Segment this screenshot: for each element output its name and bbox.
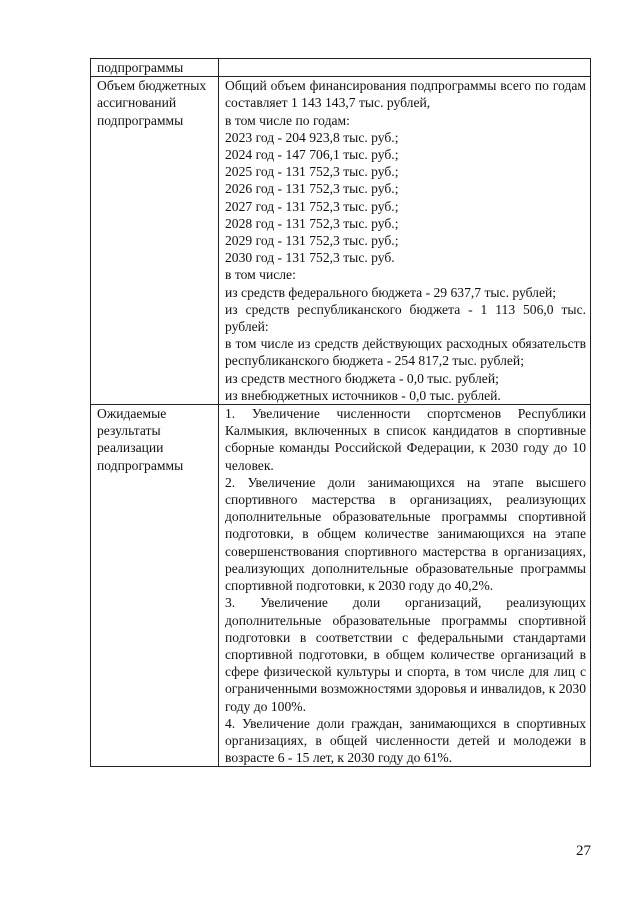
budget-line: 2027 год - 131 752,3 тыс. руб.; bbox=[225, 198, 399, 214]
budget-line: из средств республиканского бюджета - 1 113 506,0 тыс. рублей: bbox=[225, 301, 586, 335]
page-number: 27 bbox=[576, 843, 591, 859]
budget-line: 2023 год - 204 923,8 тыс. руб.; bbox=[225, 129, 399, 145]
budget-line: в том числе по годам: bbox=[225, 112, 350, 128]
budget-line: 2029 год - 131 752,3 тыс. руб.; bbox=[225, 233, 399, 249]
budget-content-cell bbox=[219, 77, 591, 405]
budget-line: Общий объем финансирования подпрограммы всего по годам составляет 1 143 143,7 тыс. рублей, bbox=[225, 78, 586, 111]
table-row-header bbox=[91, 59, 591, 77]
results-content-cell bbox=[219, 405, 591, 767]
passport-table bbox=[90, 58, 591, 767]
results-label: Ожидаемые результаты реализации подпрограммы bbox=[91, 405, 219, 767]
budget-label: Объем бюджетных ассигнований подпрограммы bbox=[91, 77, 219, 405]
budget-line: из средств местного бюджета - 0,0 тыс. рублей; bbox=[225, 370, 499, 386]
budget-line: 2025 год - 131 752,3 тыс. руб.; bbox=[225, 164, 399, 180]
result-item: 3. Увеличение доли организаций, реализующих дополнительные образовательные программы спортивной подготовки в соответствии с федеральными стандартами спортивной подготовки, в общем количестве организаций в сфере физической культуры и спорта, в том числе для лиц с ограниченными возможностями здоровья и инвалидов, к 2030 году до 100%. bbox=[225, 595, 586, 714]
table-row-budget bbox=[91, 77, 591, 405]
budget-line: 2028 год - 131 752,3 тыс. руб.; bbox=[225, 215, 399, 231]
budget-line: 2030 год - 131 752,3 тыс. руб. bbox=[225, 250, 395, 266]
budget-line: из внебюджетных источников - 0,0 тыс. рублей. bbox=[225, 387, 501, 403]
result-item: 4. Увеличение доли граждан, занимающихся в спортивных организациях, в общей численности детей и молодежи в возрасте 6 - 15 лет, к 2030 году до 61%. bbox=[225, 715, 586, 766]
budget-line: из средств федерального бюджета - 29 637,7 тыс. рублей; bbox=[225, 284, 557, 300]
table-row-results bbox=[91, 405, 591, 767]
budget-line: в том числе из средств действующих расходных обязательств республиканского бюджета - 254 817,2 тыс. рублей; bbox=[225, 336, 586, 369]
row-header-empty-cell bbox=[219, 59, 591, 77]
row-header-label: подпрограммы bbox=[91, 59, 219, 77]
budget-line: 2024 год - 147 706,1 тыс. руб.; bbox=[225, 147, 399, 163]
budget-line: 2026 год - 131 752,3 тыс. руб.; bbox=[225, 181, 399, 197]
result-item: 1. Увеличение численности спортсменов Республики Калмыкия, включенных в список кандидатов в спортивные сборные команды Российской Федерации, к 2030 году до 10 человек. bbox=[225, 406, 586, 473]
result-item: 2. Увеличение доли занимающихся на этапе высшего спортивного мастерства в организациях, реализующих дополнительные образовательные программы спортивной подготовки, в общем количестве занимающихся на этапе совершенствования спортивного мастерства в организациях, реализующих дополнительные образовательные программы спортивной подготовки, к 2030 году до 40,2%. bbox=[225, 474, 586, 594]
budget-line: в том числе: bbox=[225, 267, 296, 283]
